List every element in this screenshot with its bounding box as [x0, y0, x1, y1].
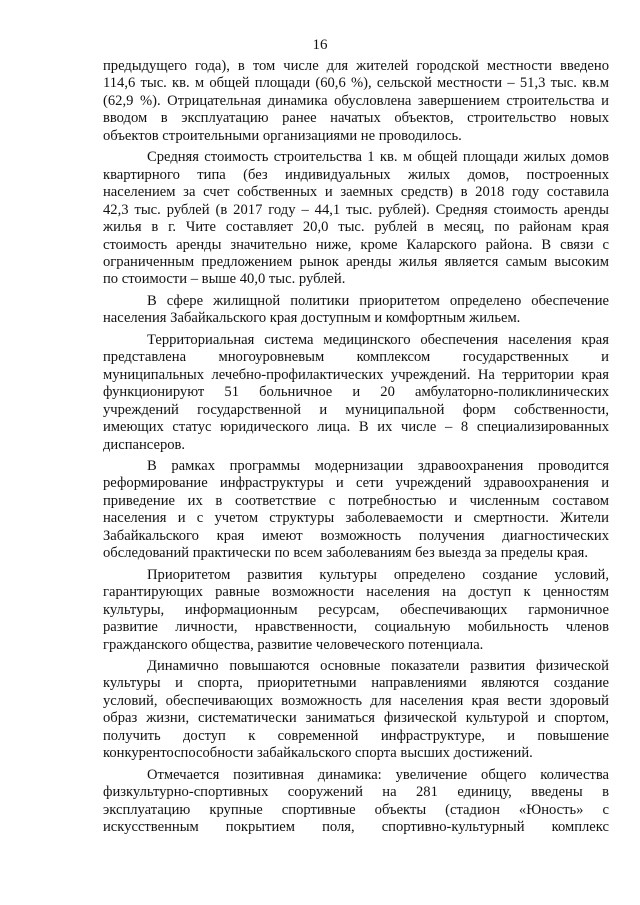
text-line: обследований практически по всем заболеваниям без выезда за пределы края.	[103, 545, 588, 562]
paragraph	[103, 149, 609, 289]
paragraph	[103, 658, 609, 763]
text-line: ограниченным предложением рынок аренды жилья является самым высоким	[103, 253, 609, 270]
text-line: развитие личности, нравственности, социальную мобильность членов	[103, 619, 609, 636]
text-line: культуры, информационным ресурсам, обеспечивающих гармоничное	[103, 601, 609, 618]
text-line: Динамично повышаются основные показатели развития физической	[147, 657, 609, 674]
text-line: условий, обеспечивающих возможность для населения края вести здоровый	[103, 692, 609, 709]
text-line: гражданского общества, развитие человеческого потенциала.	[103, 636, 484, 653]
text-line: квартирного типа (без индивидуальных жилых домов, построенных	[103, 166, 609, 183]
text-line: предыдущего года), в том числе для жителей городской местности введено	[103, 58, 609, 74]
text-line: диспансеров.	[103, 436, 186, 453]
text-line: искусственным покрытием поля, спортивно-культурный комплекс	[103, 819, 609, 836]
text-line: муниципальных лечебно-профилактических учреждений. На территории края	[103, 366, 609, 383]
text-line: физкультурно-спортивных сооружений на 281 единицу, введены в	[103, 784, 609, 801]
text-line: функционируют 51 больничное и 20 амбулаторно-поликлинических	[103, 384, 609, 401]
text-line: учреждений государственной и муниципальной форм собственности,	[103, 401, 609, 418]
text-line: приведение их в соответствие с потребностью и численным составом	[103, 492, 609, 509]
paragraph	[103, 567, 609, 654]
text-line: жилья в г. Чите составляет 20,0 тыс. рублей в месяц, по районам края	[103, 219, 609, 236]
text-line: 114,6 тыс. кв. м общей площади (60,6 %), сельской местности – 51,3 тыс. кв.м	[103, 75, 609, 92]
text-line: культуры и спорта, приоритетными направлениями являются создание	[103, 675, 609, 692]
paragraph	[103, 767, 609, 837]
text-line: конкурентоспособности забайкальского спорта высших достижений.	[103, 745, 533, 762]
text-line: Приоритетом развития культуры определено создание условий,	[147, 566, 609, 583]
text-line: Забайкальского края имеют возможность получения диагностических	[103, 527, 609, 544]
text-line: 42,3 тыс. рублей (в 2017 году – 44,1 тыс. рублей). Средняя стоимость аренды	[103, 201, 609, 218]
document-body	[103, 58, 609, 836]
text-line: образ жизни, систематически заниматься физической культурой и спортом,	[103, 710, 609, 727]
text-line: по стоимости – выше 40,0 тыс. рублей.	[103, 271, 346, 288]
text-line: стоимость аренды значительно ниже, кроме Каларского района. В связи с	[103, 236, 609, 253]
text-line: Отмечается позитивная динамика: увеличение общего количества	[147, 766, 609, 783]
text-line: населением за счет собственных и заемных средств) в 2018 году составила	[103, 184, 609, 201]
paragraph	[103, 458, 609, 563]
text-line: вводом в эксплуатацию ранее начатых объектов, строительство новых	[103, 110, 609, 127]
text-line: (62,9 %). Отрицательная динамика обусловлена завершением строительства и	[103, 92, 609, 109]
text-line: объектов строительными организациями не проводилось.	[103, 127, 462, 144]
text-line: Территориальная система медицинского обеспечения населения края	[147, 331, 609, 348]
text-line: гарантирующих равные возможности населения на доступ к ценностям	[103, 584, 609, 601]
text-line: имеющих статус юридического лица. В их числе – 8 специализированных	[103, 419, 609, 436]
page-number: 16	[312, 37, 328, 53]
paragraph	[103, 332, 609, 454]
text-line: населения и с учетом структуры заболеваемости и смертности. Жители	[103, 510, 609, 527]
text-line: населения Забайкальского края доступным и комфортным жильем.	[103, 310, 521, 327]
text-line: Средняя стоимость строительства 1 кв. м общей площади жилых домов	[147, 149, 609, 166]
paragraph	[103, 58, 609, 145]
text-line: представлена многоуровневым комплексом государственных и	[103, 349, 609, 366]
text-line: реформирование инфраструктуры и сети учреждений здравоохранения и	[103, 475, 609, 492]
text-line: В сфере жилищной политики приоритетом определено обеспечение	[147, 292, 609, 309]
text-line: эксплуатацию крупные спортивные объекты (стадион «Юность» с	[103, 801, 609, 818]
text-line: получить доступ к современной инфраструктуре, и повышение	[103, 727, 609, 744]
paragraph	[103, 293, 609, 328]
text-line: В рамках программы модернизации здравоохранения проводится	[147, 457, 609, 474]
